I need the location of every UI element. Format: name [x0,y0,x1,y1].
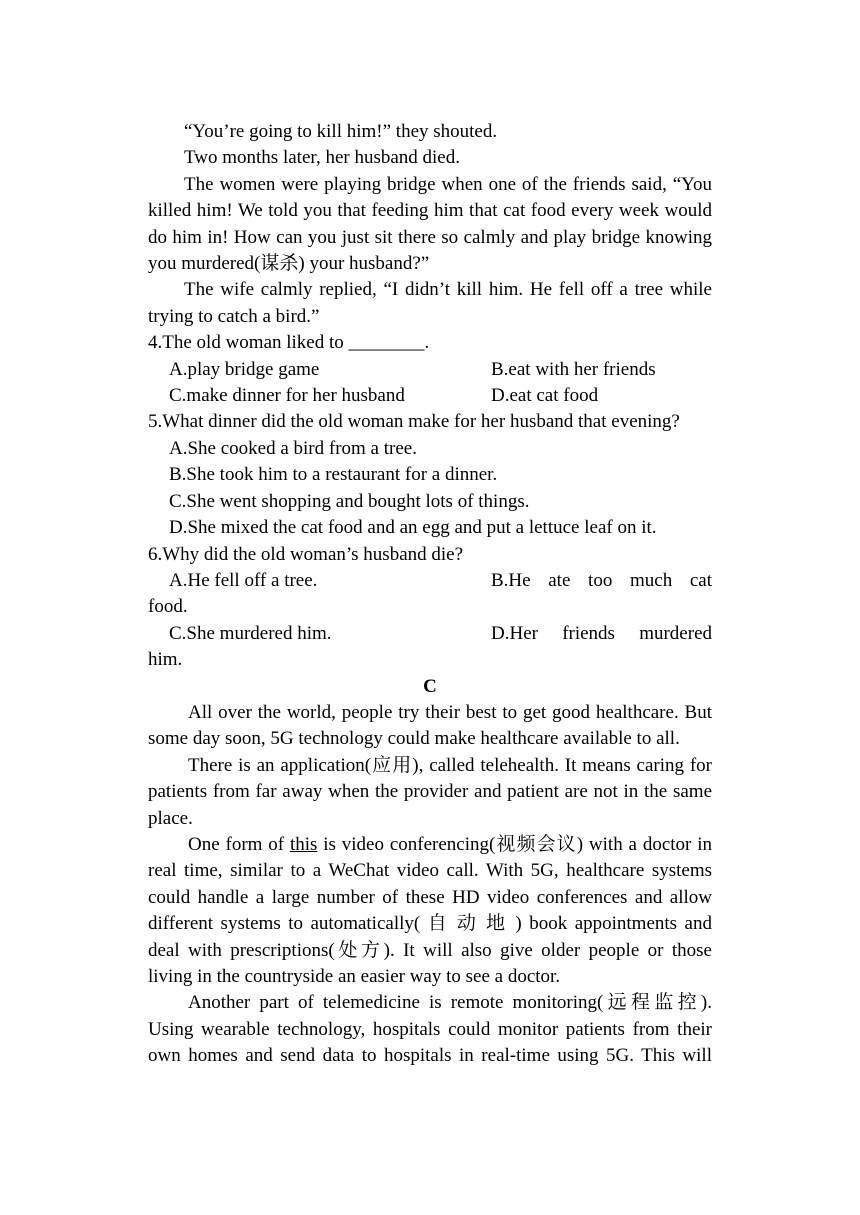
story-paragraph: The wife calmly replied, “I didn’t kill him. He fell off a tree while trying to catch a bird.” [148,279,712,327]
question-6-option-b-continued: food. [148,596,188,618]
passage-c-paragraph: There is an application(应用), called telehealth. It means caring for patients from far away when the provider and patient are not in the same place. [148,754,712,829]
question-6-options-row-2 [148,621,712,647]
question-4-option-c: C.make dinner for her husband [169,385,405,407]
question-5-option-b: B.She took him to a restaurant for a dinner. [169,464,498,486]
question-6-option-b: B.He ate too much cat [491,569,712,591]
paragraph-text: One form of [188,833,290,855]
question-5-option-c: C.She went shopping and bought lots of things. [169,490,530,512]
section-heading: C [423,675,437,697]
underlined-word: this [289,833,318,855]
document-content [148,119,712,1070]
question-5-stem: 5.What dinner did the old woman make for her husband that evening? [148,411,680,433]
question-4-option-b: B.eat with her friends [491,358,656,380]
passage-c-paragraph: Another part of telemedicine is remote monitoring(远程监控). Using wearable technology, hospitals could monitor patients from their own homes and send data to hospitals in real-time using 5G. This will [148,992,712,1067]
question-4-options-row-1 [148,357,712,383]
story-paragraph: The women were playing bridge when one of the friends said, “You killed him! We told you that feeding him that cat food every week would do him in! How can you just sit there so calmly and play bridge knowing you murdered(谋杀) your husband?” [148,173,712,275]
passage-c-paragraph [148,832,712,990]
question-6-option-d: D.Her friends murdered [491,622,712,644]
passage-c-paragraph: All over the world, people try their best to get good healthcare. But some day soon, 5G technology could make healthcare available to all. [148,701,712,750]
question-5-option-d: D.She mixed the cat food and an egg and put a lettuce leaf on it. [169,517,657,539]
story-paragraph: Two months later, her husband died. [184,147,460,169]
question-6-option-d-continued: him. [148,649,183,671]
question-6-options-row-1 [148,568,712,594]
question-6-option-c: C.She murdered him. [169,622,332,644]
story-paragraph: “You’re going to kill him!” they shouted. [184,121,498,142]
question-4-option-d: D.eat cat food [491,385,599,407]
question-4-stem: 4.The old woman liked to ________. [148,332,430,354]
question-4-option-a: A.play bridge game [169,358,320,380]
question-5-option-a: A.She cooked a bird from a tree. [169,437,417,459]
question-6-stem: 6.Why did the old woman’s husband die? [148,543,464,565]
question-6-option-a: A.He fell off a tree. [169,569,318,591]
paragraph-text: is video conferencing(视频会议) with a doctor in real time, similar to a WeChat video call. With 5G, healthcare systems could handle a large number of these HD video conferences and allow different systems to automatically( 自 动 地 ) book appointments and deal with prescriptions(处方). It will also give older people or those living in the countryside an easier way to see a doctor. [148,833,712,987]
question-4-options-row-2 [148,383,712,409]
